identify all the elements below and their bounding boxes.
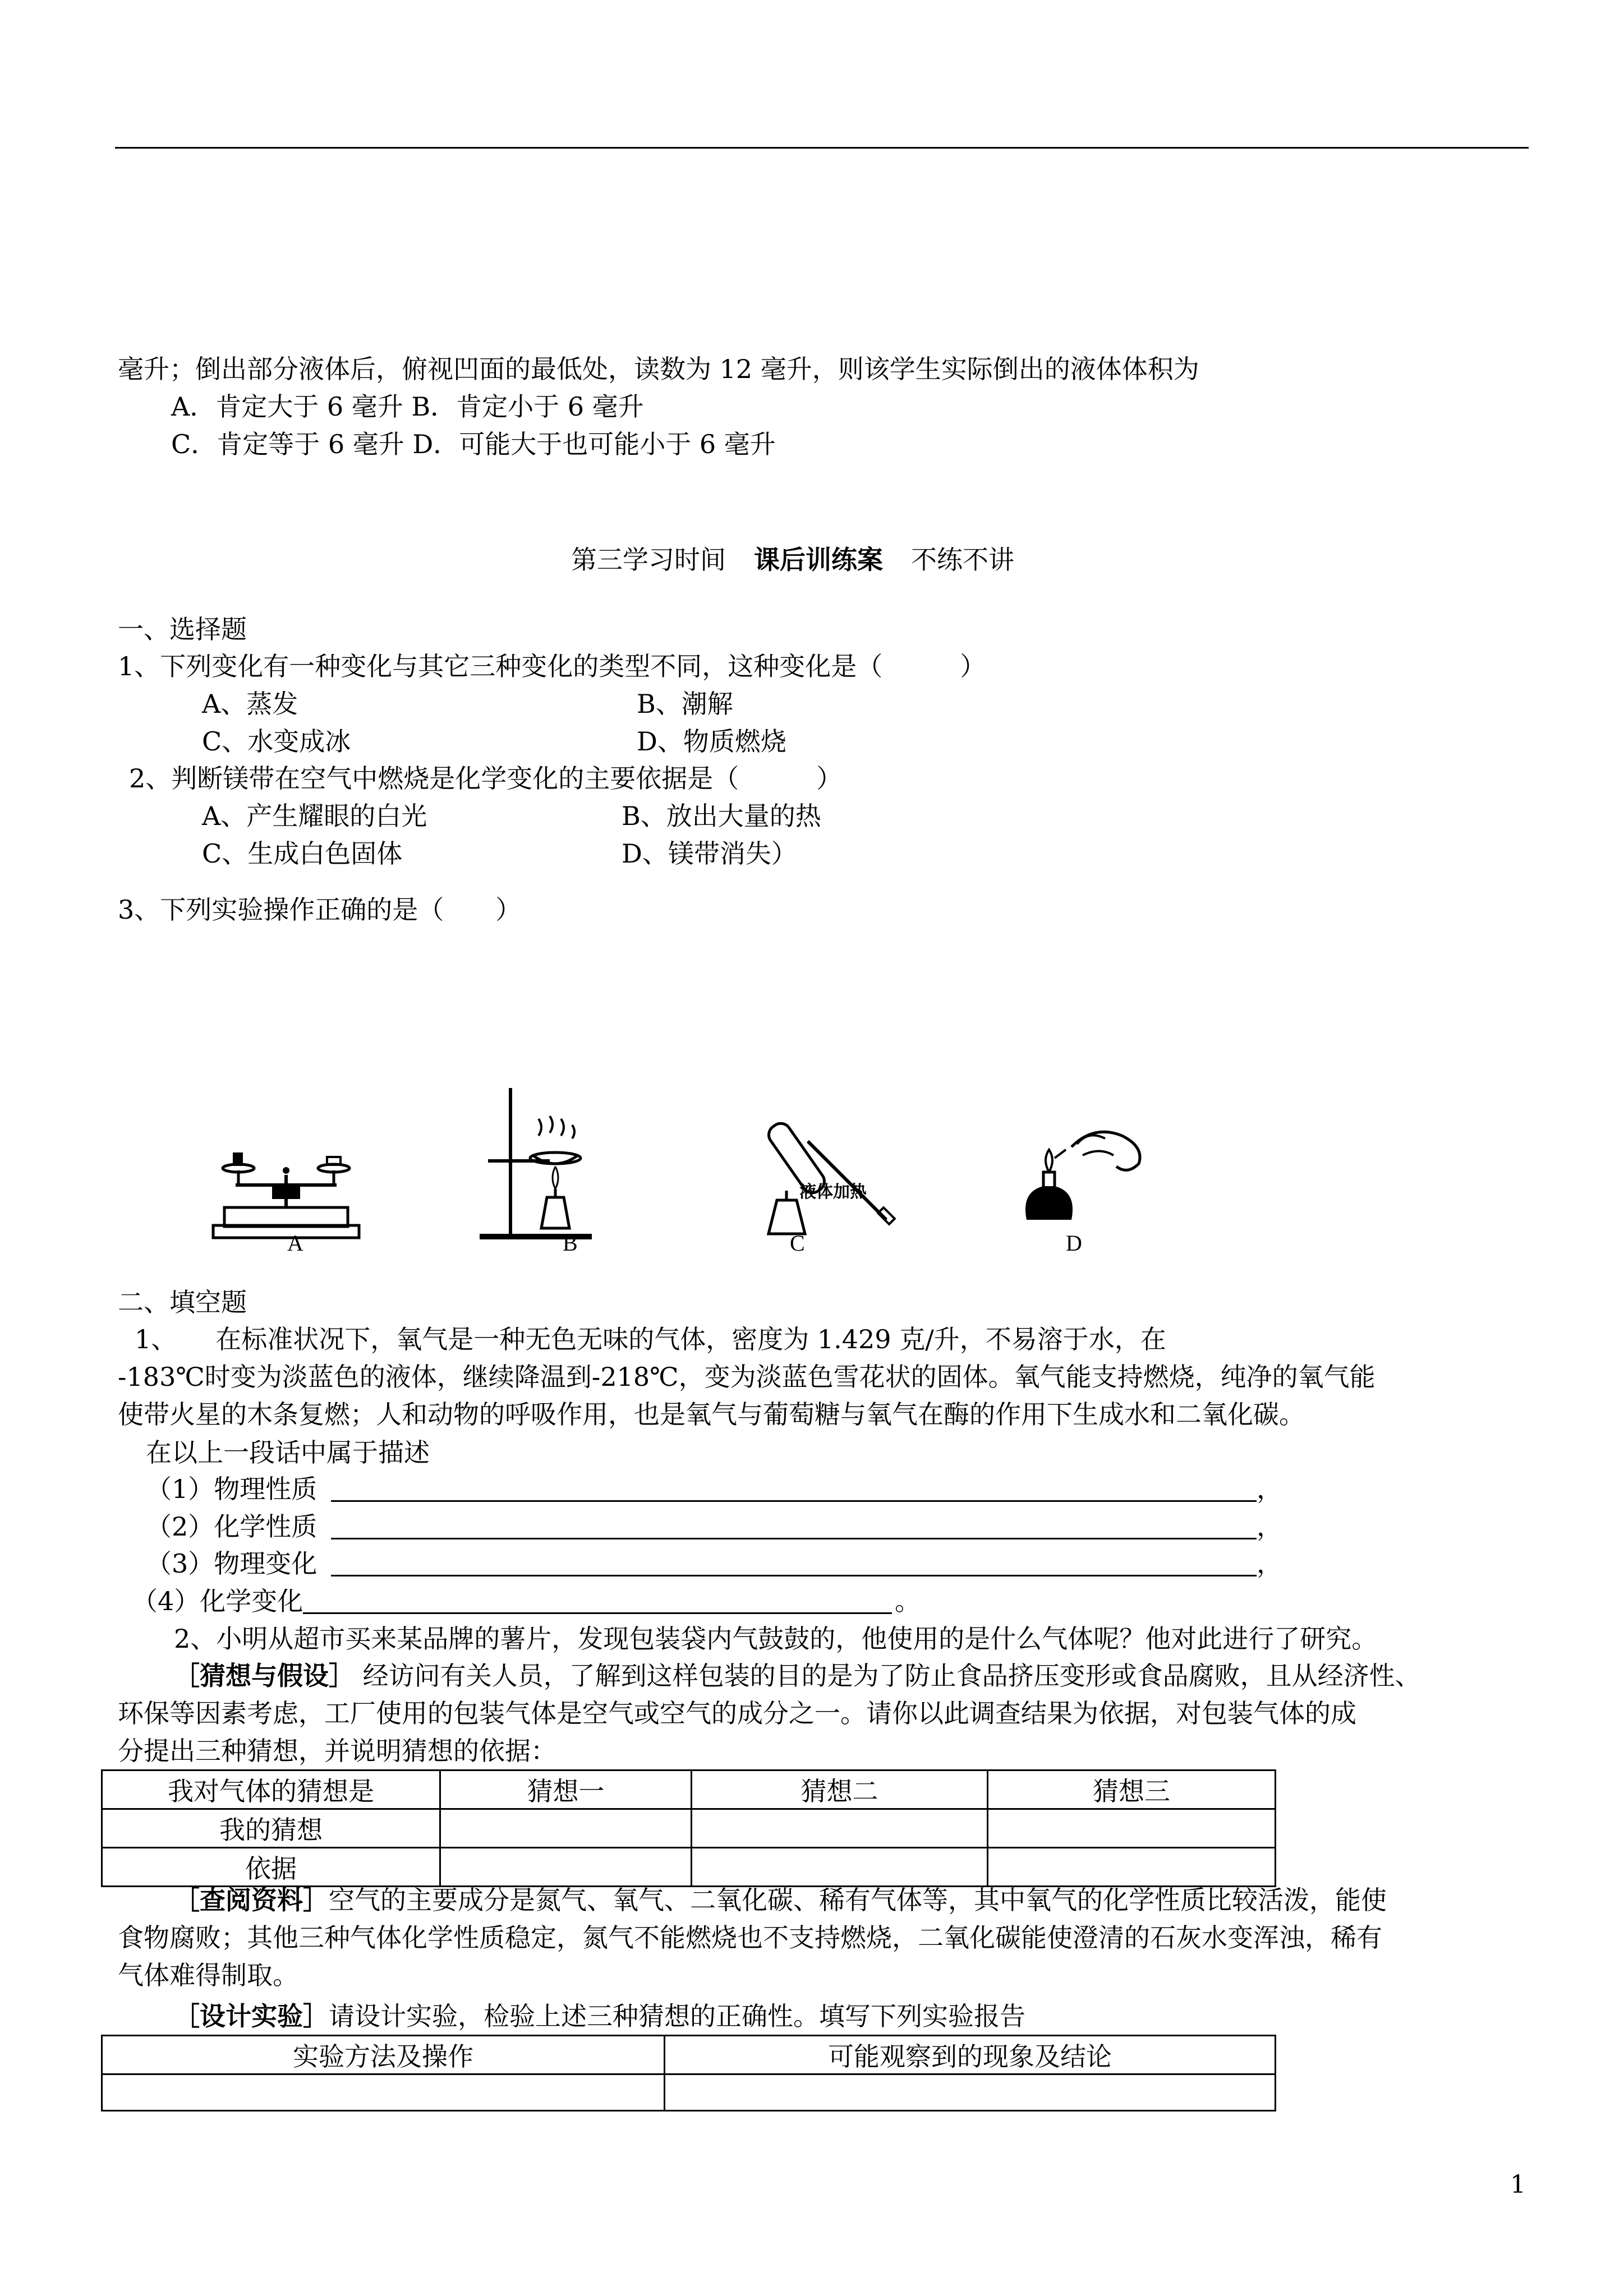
table-header-cell: 我对气体的猜想是 (102, 1771, 440, 1809)
q3-stem: 3、下列实验操作正确的是（ ） (118, 895, 522, 925)
table-input-cell[interactable] (440, 1809, 692, 1848)
blank-period: 。 (895, 1586, 921, 1616)
blank-label-chemical-change: （4）化学变化 (132, 1586, 303, 1616)
table-header-cell: 猜想三 (988, 1771, 1276, 1809)
table-header-cell: 猜想二 (692, 1771, 988, 1809)
q1-option-d: D、物质燃烧 (637, 726, 786, 757)
blank-label-physical-property: （1）物理性质 (146, 1474, 318, 1504)
section-title (571, 543, 1014, 577)
fill-heading: 二、填空题 (118, 1287, 247, 1317)
table-row (102, 1809, 1276, 1848)
figure-c-caption: 液体加热 (799, 1182, 867, 1202)
table-input-cell[interactable] (988, 1848, 1276, 1887)
carryover-options-ab: A．肯定大于 6 毫升 B．肯定小于 6 毫升 (171, 391, 644, 422)
blank-comma-1: ， (1257, 1474, 1282, 1504)
table-input-cell[interactable] (692, 1809, 988, 1848)
q2-option-a: A、产生耀眼的白光 (202, 801, 427, 831)
balance-figure (205, 1141, 367, 1242)
hypothesis-text1: 经访问有关人员，了解到这样包装的目的是为了防止食品挤压变形或食品腐败，且从经济性、 (362, 1661, 1421, 1691)
figure-d-label: D (1066, 1230, 1082, 1256)
fill-q1-lead: 在以上一段话中属于描述 (146, 1437, 430, 1468)
blank-chemical-property[interactable] (331, 1538, 1257, 1539)
table-row-label: 依据 (102, 1848, 440, 1887)
q1-option-b: B、潮解 (637, 689, 733, 719)
test-tube-heating-figure (746, 1085, 903, 1242)
blank-label-chemical-property: （2）化学性质 (146, 1511, 318, 1542)
table-input-cell[interactable] (988, 1809, 1276, 1848)
design-text: 请设计实验，检验上述三种猜想的正确性。填写下列实验报告 (329, 2001, 1025, 2031)
table-input-cell[interactable] (440, 1848, 692, 1887)
figure-a-label: A (287, 1230, 303, 1256)
q2-option-c: C、生成白色固体 (202, 838, 403, 869)
alcohol-lamp-figure (1010, 1113, 1156, 1231)
section-title-part3: 不练不讲 (911, 545, 1014, 575)
blank-comma-3: ， (1257, 1548, 1282, 1579)
q1-option-a: A、蒸发 (202, 689, 298, 719)
section-title-part1: 第三学习时间 (571, 545, 726, 575)
table-header-cell: 可能观察到的现象及结论 (665, 2036, 1276, 2074)
table-row (102, 2036, 1276, 2074)
fill-q1-line1: 1、 在标准状况下，氧气是一种无色无味的气体，密度为 1.429 克/升，不易溶于水，在 (135, 1324, 1166, 1354)
table-row (102, 1771, 1276, 1809)
blank-physical-change[interactable] (331, 1575, 1257, 1576)
header-rule (115, 147, 1529, 149)
hypothesis-tag: ［猜想与假设］ (174, 1661, 355, 1691)
blank-label-physical-change: （3）物理变化 (146, 1548, 318, 1579)
reference-line1 (174, 1883, 1387, 1917)
reference-line2: 食物腐败；其他三种气体化学性质稳定，氮气不能燃烧也不支持燃烧，二氧化碳能使澄清的石灰水变浑浊，稀有 (118, 1922, 1382, 1953)
q2-option-d: D、镁带消失） (622, 838, 797, 869)
q1-stem: 1、下列变化有一种变化与其它三种变化的类型不同，这种变化是（ ） (118, 651, 986, 681)
q2-option-b: B、放出大量的热 (622, 801, 821, 831)
table-input-cell[interactable] (102, 2074, 665, 2111)
design-line (174, 1999, 1025, 2033)
blank-comma-2: ， (1257, 1511, 1282, 1542)
reference-line3: 气体难得制取。 (118, 1960, 298, 1990)
design-tag: ［设计实验］ (174, 2001, 329, 2031)
blank-physical-property[interactable] (331, 1500, 1257, 1502)
page-number: 1 (1510, 2170, 1526, 2199)
table-row (102, 1848, 1276, 1887)
q1-option-c: C、水变成冰 (202, 726, 351, 757)
q2-stem: 2、判断镁带在空气中燃烧是化学变化的主要依据是（ ） (129, 763, 843, 794)
fill-q1-line2: -183℃时变为淡蓝色的液体，继续降温到-218℃，变为淡蓝色雪花状的固体。氧气能支持燃烧，纯净的氧气能 (118, 1362, 1375, 1392)
hypothesis-line2: 环保等因素考虑，工厂使用的包装气体是空气或空气的成分之一。请你以此调查结果为依据，对包装气体的成 (118, 1698, 1356, 1728)
table-row-label: 我的猜想 (102, 1809, 440, 1848)
fill-q1-line3: 使带火星的木条复燃；人和动物的呼吸作用，也是氧气与葡萄糖与氧气在酶的作用下生成水和二氧化碳。 (118, 1399, 1305, 1430)
carryover-options-cd: C．肯定等于 6 毫升 D．可能大于也可能小于 6 毫升 (171, 429, 776, 459)
experiment-report-table (101, 2035, 1276, 2111)
blank-chemical-change[interactable] (303, 1612, 892, 1614)
reference-text1: 空气的主要成分是氮气、氧气、二氧化碳、稀有气体等，其中氧气的化学性质比较活泼，能使 (329, 1885, 1387, 1915)
carryover-line: 毫升；倒出部分液体后，俯视凹面的最低处，读数为 12 毫升，则该学生实际倒出的液体体积为 (118, 354, 1199, 384)
section-title-part2: 课后训练案 (754, 545, 883, 575)
evaporation-figure (477, 1082, 600, 1242)
figure-b-label: B (563, 1230, 578, 1256)
hypothesis-table (101, 1769, 1276, 1887)
reference-tag: ［查阅资料］ (174, 1885, 329, 1915)
table-header-cell: 实验方法及操作 (102, 2036, 665, 2074)
hypothesis-line1 (174, 1659, 1421, 1693)
fill-q2-line1: 2、小明从超市买来某品牌的薯片，发现包装袋内气鼓鼓的，他使用的是什么气体呢？他对此进行了研究。 (174, 1624, 1378, 1654)
table-input-cell[interactable] (665, 2074, 1276, 2111)
table-header-cell: 猜想一 (440, 1771, 692, 1809)
hypothesis-line3: 分提出三种猜想，并说明猜想的依据： (118, 1736, 556, 1766)
table-row (102, 2074, 1276, 2111)
table-input-cell[interactable] (692, 1848, 988, 1887)
choice-heading: 一、选择题 (118, 614, 247, 644)
figure-c-label: C (790, 1230, 805, 1256)
